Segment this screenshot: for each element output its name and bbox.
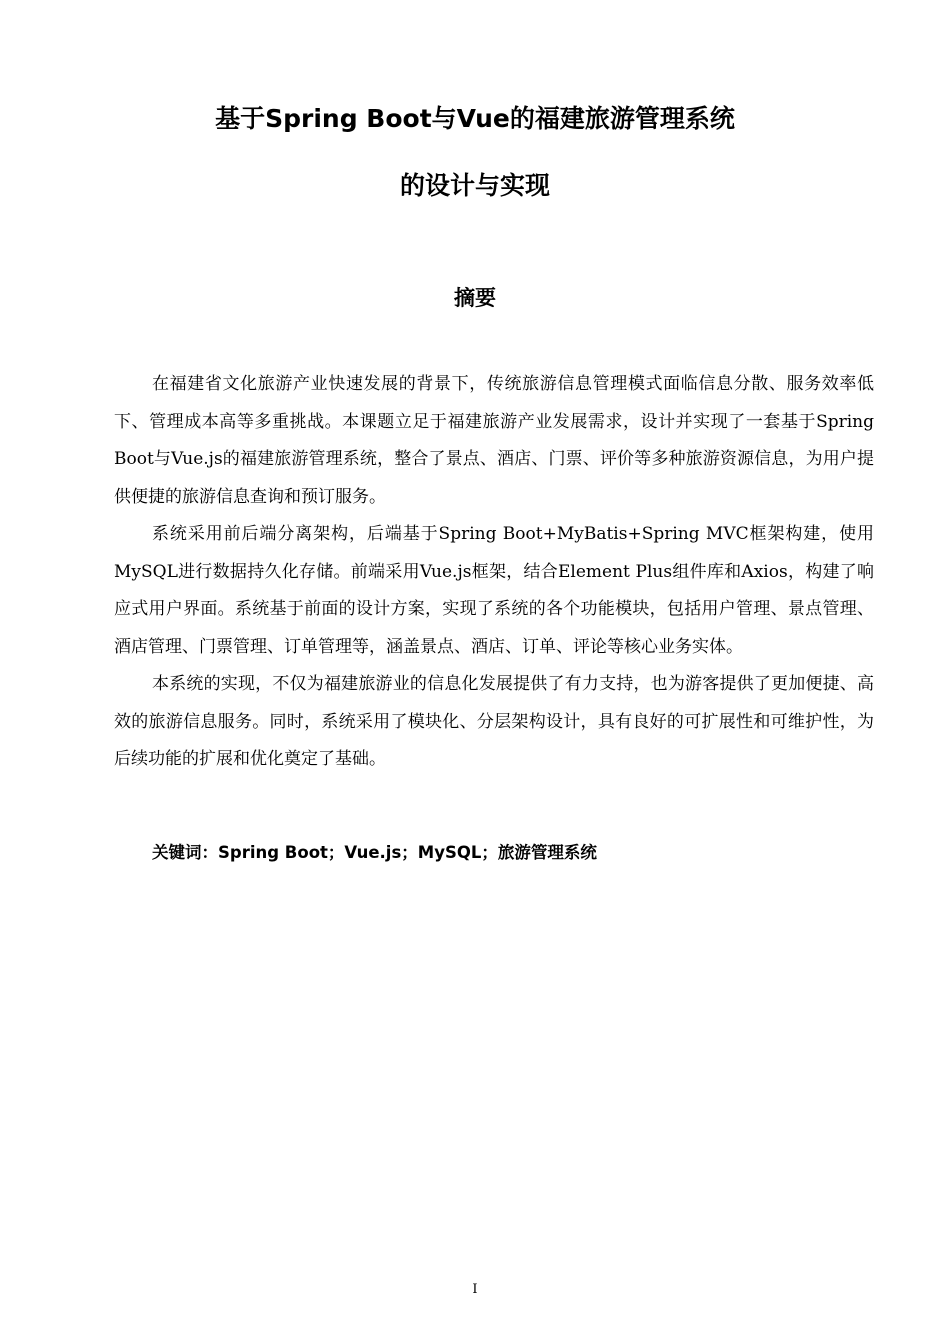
document-title-line-2: 的设计与实现 (399, 171, 550, 200)
document-title-line-1: 基于Spring Boot与Vue的福建旅游管理系统 (215, 104, 735, 133)
page-number: I (472, 1282, 478, 1297)
keywords-line: 关键词：Spring Boot；Vue.js；MySQL；旅游管理系统 (152, 843, 597, 862)
abstract-heading: 摘要 (454, 286, 496, 310)
abstract-paragraph-1: 在福建省文化旅游产业快速发展的背景下，传统旅游信息管理模式面临信息分散、服务效率低下、管理成本高等多重挑战。本课题立足于福建旅游产业发展需求，设计并实现了一套基于Spring Boot与Vue.js的福建旅游管理系统，整合了景点、酒店、门票、评价等多种旅游资源信息，为用户提供便捷的旅游信息查询和预订服务。 (114, 374, 874, 507)
abstract-body (114, 366, 874, 779)
abstract-paragraph-2: 系统采用前后端分离架构，后端基于Spring Boot+MyBatis+Spring MVC框架构建，使用MySQL进行数据持久化存储。前端采用Vue.js框架，结合Element Plus组件库和Axios，构建了响应式用户界面。系统基于前面的设计方案，实现了系统的各个功能模块，包括用户管理、景点管理、酒店管理、门票管理、订单管理等，涵盖景点、酒店、订单、评论等核心业务实体。 (114, 524, 874, 657)
abstract-paragraph-3: 本系统的实现，不仅为福建旅游业的信息化发展提供了有力支持，也为游客提供了更加便捷、高效的旅游信息服务。同时，系统采用了模块化、分层架构设计，具有良好的可扩展性和可维护性，为后续功能的扩展和优化奠定了基础。 (114, 674, 874, 769)
